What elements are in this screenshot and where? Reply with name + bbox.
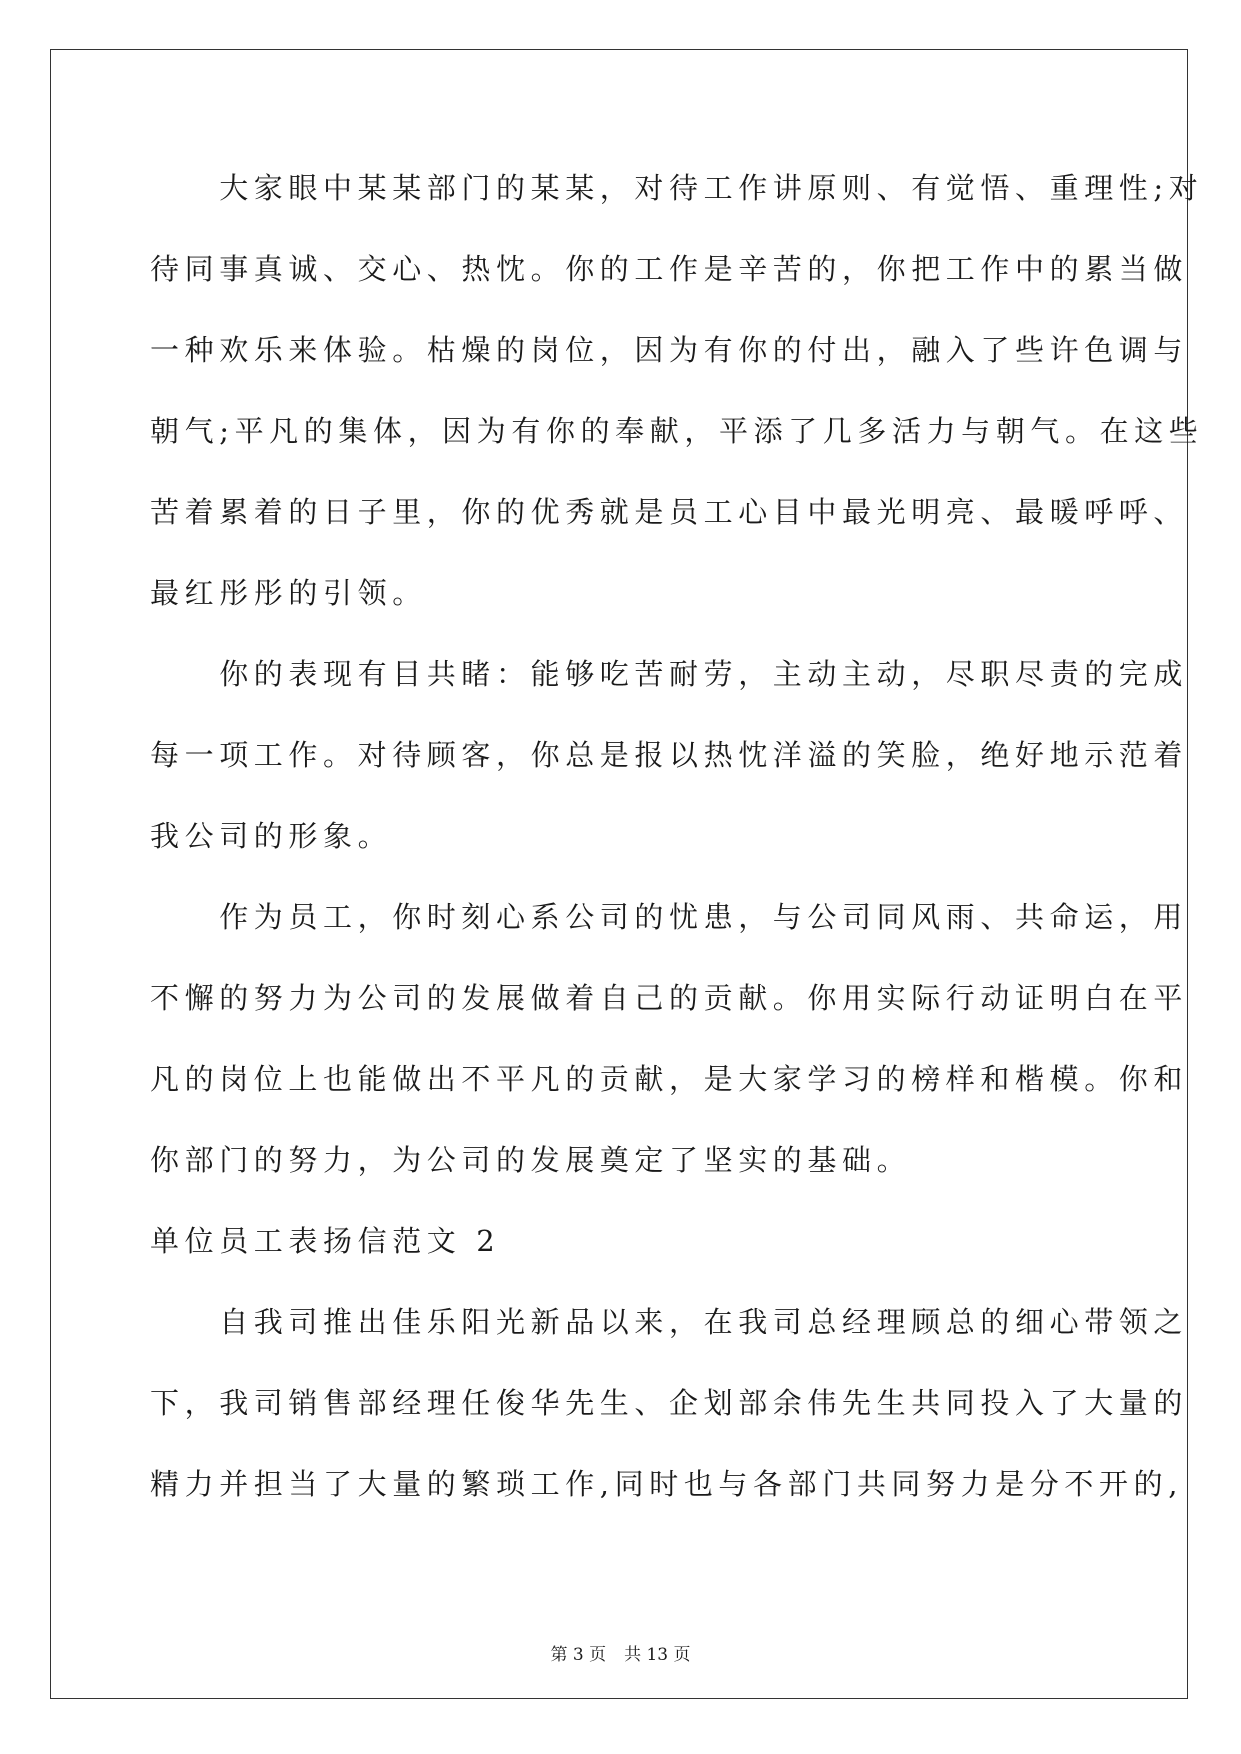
text-line: 待同事真诚、交心、热忱。你的工作是辛苦的，你把工作中的累当做 xyxy=(150,252,1189,286)
page-footer xyxy=(0,1640,1241,1665)
text-line: 不懈的努力为公司的发展做着自己的贡献。你用实际行动证明白在平 xyxy=(150,981,1189,1015)
page-number: 第 3 页 xyxy=(550,1645,607,1665)
text-line: 大家眼中某某部门的某某，对待工作讲原则、有觉悟、重理性;对 xyxy=(150,171,1204,205)
text-line: 下，我司销售部经理任俊华先生、企划部余伟先生共同投入了大量的 xyxy=(150,1386,1189,1420)
text-line: 自我司推出佳乐阳光新品以来，在我司总经理顾总的细心带领之 xyxy=(150,1305,1189,1339)
text-line: 作为员工，你时刻心系公司的忧患，与公司同风雨、共命运，用 xyxy=(150,900,1189,934)
text-line: 朝气;平凡的集体，因为有你的奉献，平添了几多活力与朝气。在这些 xyxy=(150,414,1204,448)
text-line: 你部门的努力，为公司的发展奠定了坚实的基础。 xyxy=(150,1143,912,1177)
text-line: 凡的岗位上也能做出不平凡的贡献，是大家学习的榜样和楷模。你和 xyxy=(150,1062,1189,1096)
text-line: 你的表现有目共睹：能够吃苦耐劳，主动主动，尽职尽责的完成 xyxy=(150,657,1189,691)
text-line: 最红彤彤的引领。 xyxy=(150,576,427,610)
page-total: 共 13 页 xyxy=(624,1645,691,1665)
text-line: 一种欢乐来体验。枯燥的岗位，因为有你的付出，融入了些许色调与 xyxy=(150,333,1189,367)
text-line: 苦着累着的日子里，你的优秀就是员工心目中最光明亮、最暖呼呼、 xyxy=(150,495,1189,529)
text-line: 我公司的形象。 xyxy=(150,819,393,853)
section-heading: 单位员工表扬信范文 2 xyxy=(150,1224,501,1258)
text-line: 每一项工作。对待顾客，你总是报以热忱洋溢的笑脸，绝好地示范着 xyxy=(150,738,1189,772)
document-body xyxy=(150,160,1204,1537)
text-line: 精力并担当了大量的繁琐工作,同时也与各部门共同努力是分不开的, xyxy=(150,1467,1184,1501)
